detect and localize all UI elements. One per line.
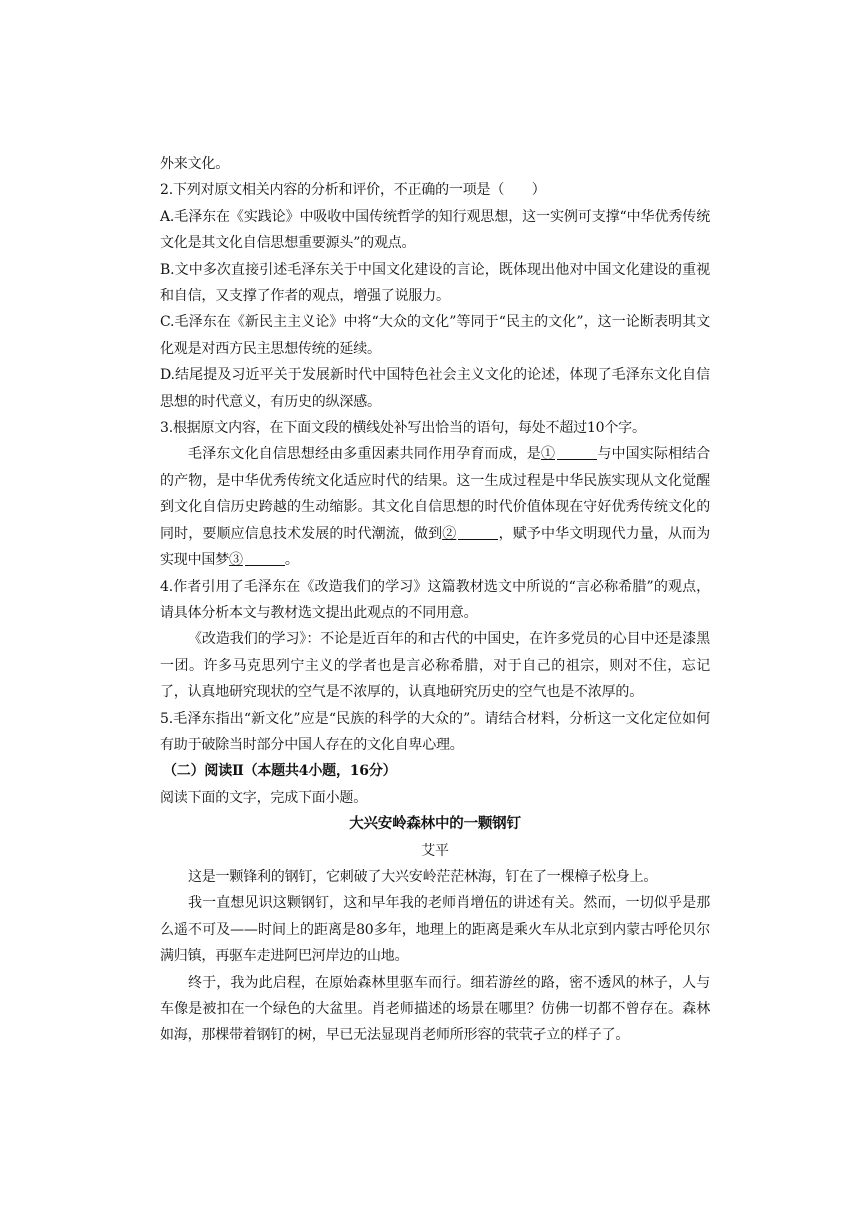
option-c: C.毛泽东在《新民主主义论》中将“大众的文化”等同于“民主的文化”，这一论断表明其文化观是对西方民主思想传统的延续。 — [160, 314, 710, 357]
fill-blank-3 — [245, 549, 285, 566]
continued-line: 外来文化。 — [160, 156, 229, 172]
fill-blank-2 — [458, 523, 498, 540]
fill-blank-1 — [557, 443, 597, 460]
article-paragraph: 我一直想见识这颗钢钉，这和早年我的老师肖增伍的讲述有关。然而，一切似乎是那么遥不可及——时间上的距离是80多年，地理上的距离是乘火车从北京到内蒙古呼伦贝尔满归镇，再驱车走进阿巴河岸边的山地。 — [160, 895, 710, 965]
question-3-passage — [160, 441, 710, 573]
blank-marker-1: ① — [540, 446, 556, 463]
reading-instruction: 阅读下面的文字，完成下面小题。 — [160, 789, 367, 806]
blank-marker-3: ③ — [229, 552, 243, 569]
question-5: 5.毛泽东指出“新文化”应是“民族的科学的大众的”。请结合材料，分析这一文化定位如何有助于破除当时部分中国人存在的文化自卑心理。 — [160, 710, 710, 753]
option-b: B.文中多次直接引述毛泽东关于中国文化建设的言论，既体现出他对中国文化建设的重视和自信，又支撑了作者的观点，增强了说服力。 — [160, 261, 710, 305]
article-paragraph: 终于，我为此启程，在原始森林里驱车而行。细若游丝的路，密不透风的林子，人与车像是被扣在一个绿色的大盆里。肖老师描述的场景在哪里？仿佛一切都不曾存在。森林如海，那棵带着钢钉的树，早已无法显现肖老师所形容的茕茕孑立的样子了。 — [160, 974, 710, 1044]
blank-marker-2: ② — [442, 525, 457, 542]
question-3: 3.根据原文内容，在下面文段的横线处补写出恰当的语句，每处不超过10个字。 — [160, 420, 646, 437]
section-heading: （二）阅读Ⅱ（本题共4小题，16分） — [163, 763, 397, 780]
passage-text: ，赋予中华文明现代力量，从而为实现中国梦 — [160, 525, 711, 569]
passage-text: 。 — [284, 552, 299, 569]
passage-text: 与中国实际相结合的产物，是中华优秀传统文化适应时代的结果。这一生成过程是中华民族实现从文化觉醒到文化自信历史跨越的生动缩影。其文化自信思想的时代价值体现在守好优秀传统文化的同时，要顺应信息技术发展的时代潮流，做到 — [160, 446, 710, 542]
article-author: 艾平 — [421, 842, 449, 859]
question-4: 4.作者引用了毛泽东在《改造我们的学习》这篇教材选文中所说的“言必称希腊”的观点，请具体分析本文与教材选文提出此观点的不同用意。 — [160, 578, 710, 621]
article-paragraph: 这是一颗锋利的钢钉，它刺破了大兴安岭茫茫林海，钉在了一棵樟子松身上。 — [188, 868, 658, 885]
exam-content — [160, 151, 710, 1049]
article-title: 大兴安岭森林中的一颗钢钉 — [349, 815, 521, 833]
passage-text: 毛泽东文化自信思想经由多重因素共同作用孕育而成，是 — [188, 446, 541, 463]
question-2: 2.下列对原文相关内容的分析和评价，不正确的一项是（ ） — [160, 182, 546, 199]
question-4-quote: 《改造我们的学习》：不论是近百年的和古代的中国史，在许多党员的心目中还是漆黑一团。许多马克思列宁主义的学者也是言必称希腊，对于自己的祖宗，则对不住，忘记了，认真地研究现状的空气是不浓厚的，认真地研究历史的空气也是不浓厚的。 — [160, 631, 710, 701]
option-d: D.结尾提及习近平关于发展新时代中国特色社会主义文化的论述，体现了毛泽东文化自信思想的时代意义，有历史的纵深感。 — [160, 367, 710, 410]
option-a: A.毛泽东在《实践论》中吸收中国传统哲学的知行观思想，这一实例可支撑“中华优秀传统文化是其文化自信思想重要源头”的观点。 — [160, 208, 710, 252]
